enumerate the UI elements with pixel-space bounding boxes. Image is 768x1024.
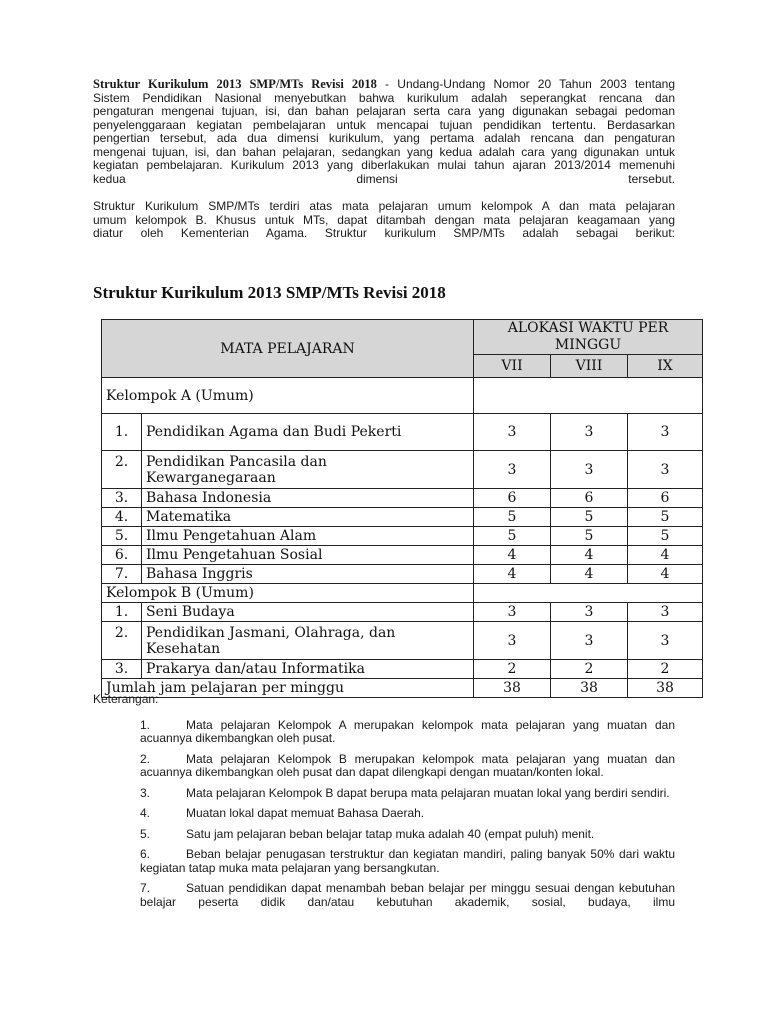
curriculum-table (101, 319, 703, 698)
hours-cell: 3 (628, 451, 703, 489)
hours-cell: 6 (551, 489, 628, 508)
row-number: 7. (102, 565, 142, 584)
section-heading: Struktur Kurikulum 2013 SMP/MTs Revisi 2018 (93, 283, 446, 302)
group-empty-cell (474, 378, 703, 414)
row-number: 1. (102, 414, 142, 451)
intro-line: Struktur Kurikulum SMP/MTs terdiri atas mata pelajaran umum kelompok A dan mata pelajaran (93, 199, 675, 213)
hours-cell: 3 (474, 603, 551, 622)
hours-cell: 4 (474, 565, 551, 584)
subject-name: Prakarya dan/atau Informatika (142, 660, 474, 679)
intro-line: mengenai tujuan, isi, dan bahan pelajaran, sedangkan yang kedua adalah cara yang digunakan untuk (93, 144, 675, 159)
subject-name: Seni Budaya (142, 603, 474, 622)
intro-line: kegiatan pembelajaran. Kurikulum 2013 yang diberlakukan mulai tahun ajaran 2013/2014 memenuhi (93, 158, 675, 172)
intro-line: pengertian tersebut, ada dua dimensi kurikulum, yang pertama adalah rencana dan pengaturan (93, 131, 675, 145)
hours-cell: 3 (628, 603, 703, 622)
hours-cell: 3 (628, 622, 703, 660)
hours-cell: 3 (551, 603, 628, 622)
intro-section (93, 78, 675, 241)
note-number: 1. (140, 717, 151, 732)
hours-cell: 6 (628, 489, 703, 508)
subject-name: Bahasa Inggris (142, 565, 474, 584)
total-cell: 38 (551, 679, 628, 698)
intro-title-bold: Struktur Kurikulum 2013 SMP/MTs Revisi 2018 (93, 77, 377, 91)
table-row (102, 527, 703, 546)
group-label: Kelompok A (Umum) (102, 378, 474, 414)
hours-cell: 5 (474, 527, 551, 546)
note-number: 3. (140, 785, 151, 800)
subject-name: Pendidikan Jasmani, Olahraga, dan Kesehatan (142, 622, 474, 660)
hours-cell: 3 (551, 622, 628, 660)
note-number: 4. (140, 806, 151, 820)
group-label: Kelompok B (Umum) (102, 584, 474, 603)
hours-cell: 3 (628, 414, 703, 451)
hours-cell: 3 (474, 414, 551, 451)
table-row (102, 414, 703, 451)
note-number: 6. (140, 847, 151, 861)
total-label: Jumlah jam pelajaran per minggu (102, 679, 474, 698)
note-item (140, 719, 675, 746)
subject-name: Bahasa Indonesia (142, 489, 474, 508)
note-item (140, 807, 675, 821)
grade-label: VII (474, 355, 551, 378)
hours-cell: 4 (551, 565, 628, 584)
table-row (102, 451, 703, 489)
note-number: 5. (140, 826, 151, 841)
intro-paragraph-1 (93, 78, 675, 92)
intro-line: penyelenggaraan kegiatan pembelajaran untuk mencapai tujuan pendidikan tertentu. Berdasarkan (93, 117, 675, 132)
group-row (102, 378, 703, 414)
table-row (102, 660, 703, 679)
intro-line: - Undang-Undang Nomor 20 Tahun 2003 tentang (376, 77, 675, 91)
note-text: Muatan lokal dapat memuat Bahasa Daerah. (186, 806, 425, 820)
row-number: 3. (102, 489, 142, 508)
hours-cell: 5 (628, 527, 703, 546)
intro-line: diatur oleh Kementerian Agama. Struktur kurikulum SMP/MTs adalah sebagai berikut: (93, 226, 675, 240)
notes-list (93, 719, 675, 910)
note-text: Mata pelajaran Kelompok B dapat berupa mata pelajaran muatan lokal yang berdiri sendiri. (186, 785, 670, 800)
hours-cell: 5 (551, 508, 628, 527)
note-text: Mata pelajaran Kelompok B merupakan kelompok mata pelajaran yang muatan dan acuannya dikembangkan oleh pusat dan dapat dilengkapi dengan muatan/konten lokal. (140, 751, 675, 779)
note-number: 2. (140, 751, 151, 766)
paragraph-gap (93, 186, 675, 200)
subject-name: Matematika (142, 508, 474, 527)
hours-cell: 3 (474, 622, 551, 660)
hours-cell: 4 (551, 546, 628, 565)
group-row (102, 584, 703, 603)
hours-cell: 4 (628, 565, 703, 584)
subject-name: Ilmu Pengetahuan Alam (142, 527, 474, 546)
hours-cell: 3 (551, 414, 628, 451)
hours-cell: 4 (628, 546, 703, 565)
intro-line: pengaturan mengenai tujuan, isi, dan bahan pelajaran serta cara yang digunakan sebagai pedoman (93, 104, 675, 118)
row-number: 1. (102, 603, 142, 622)
table-row (102, 489, 703, 508)
note-item (140, 848, 675, 875)
row-number: 5. (102, 527, 142, 546)
note-text: Satuan pendidikan dapat menambah beban belajar per minggu sesuai dengan kebutuhan belajar peserta didik dan/atau kebutuhan akademik, sosial, budaya, ilmu (140, 881, 675, 909)
header-subject: MATA PELAJARAN (102, 320, 474, 378)
table-row (102, 546, 703, 565)
hours-cell: 2 (628, 660, 703, 679)
row-number: 2. (102, 622, 142, 660)
grade-label: VIII (551, 355, 628, 378)
subject-name: Pendidikan Agama dan Budi Pekerti (142, 414, 474, 451)
hours-cell: 2 (474, 660, 551, 679)
note-item (140, 882, 675, 909)
intro-line: Sistem Pendidikan Nasional menyebutkan bahwa kurikulum adalah seperangkat rencana dan (93, 90, 675, 105)
row-number: 4. (102, 508, 142, 527)
subject-name: Pendidikan Pancasila dan Kewarganegaraan (142, 451, 474, 489)
row-number: 6. (102, 546, 142, 565)
intro-line: kedua dimensi tersebut. (93, 171, 675, 186)
row-number: 2. (102, 451, 142, 489)
total-cell: 38 (628, 679, 703, 698)
hours-cell: 3 (551, 451, 628, 489)
hours-cell: 5 (628, 508, 703, 527)
subject-name: Ilmu Pengetahuan Sosial (142, 546, 474, 565)
row-number: 3. (102, 660, 142, 679)
note-item (140, 828, 675, 842)
hours-cell: 5 (551, 527, 628, 546)
note-item (140, 753, 675, 780)
intro-line: umum kelompok B. Khusus untuk MTs, dapat ditambah dengan mata pelajaran keagamaan yang (93, 212, 675, 227)
header-allocation: ALOKASI WAKTU PER MINGGU (474, 320, 703, 355)
note-text: Mata pelajaran Kelompok A merupakan kelompok mata pelajaran yang muatan dan acuannya dikembangkan oleh pusat. (140, 717, 675, 745)
group-empty-cell (474, 584, 703, 603)
hours-cell: 4 (474, 546, 551, 565)
note-text: Beban belajar penugasan terstruktur dan kegiatan mandiri, paling banyak 50% dari waktu kegiatan tatap muka mata pelajaran yang bersangkutan. (140, 847, 675, 875)
table-row (102, 603, 703, 622)
total-cell: 38 (474, 679, 551, 698)
hours-cell: 6 (474, 489, 551, 508)
notes-label: Keterangan: (93, 692, 159, 706)
note-text: Satu jam pelajaran beban belajar tatap muka adalah 40 (empat puluh) menit. (186, 826, 595, 841)
table-header-row (102, 320, 703, 355)
hours-cell: 2 (551, 660, 628, 679)
note-number: 7. (140, 881, 151, 895)
note-item (140, 787, 675, 801)
hours-cell: 5 (474, 508, 551, 527)
hours-cell: 3 (474, 451, 551, 489)
table-row (102, 508, 703, 527)
grade-label: IX (628, 355, 703, 378)
notes-section (93, 693, 675, 916)
table-row (102, 622, 703, 660)
table-row (102, 565, 703, 584)
